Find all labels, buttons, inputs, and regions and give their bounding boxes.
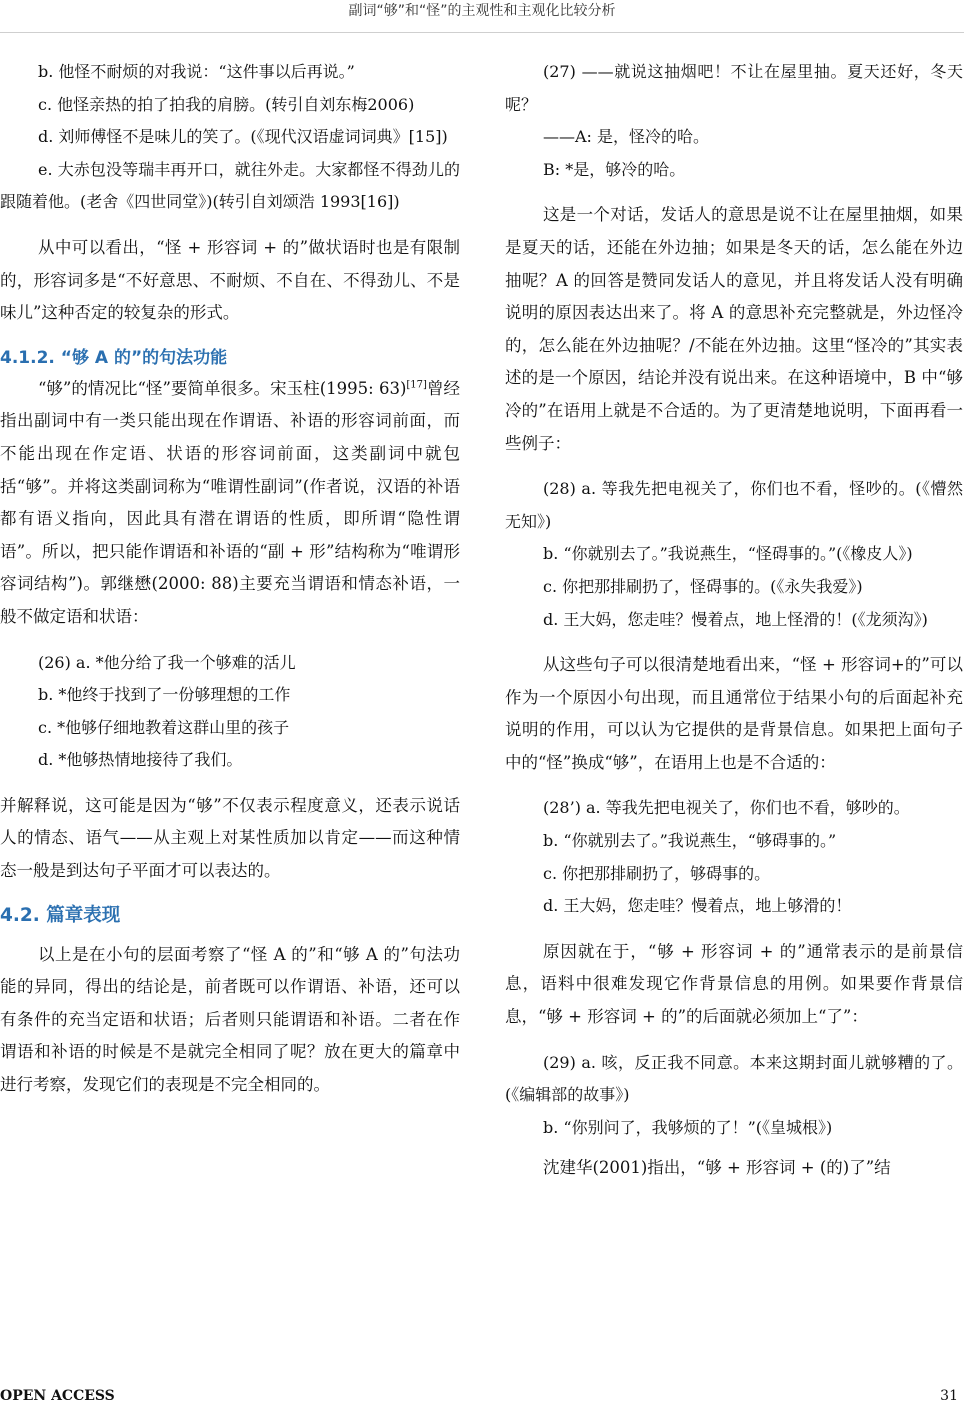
paragraph: 从中可以看出，“怪 + 形容词 + 的”做状语时也是有限制的，形容词多是“不好意思、不耐烦、不自在、不得劲儿、不是味儿”这种否定的较复杂的形式。 [0, 237, 460, 323]
example-28p-b: b. “你就别去了。”我说燕生，“够碍事的。” [543, 831, 837, 851]
example-28p-c: c. 你把那排刷扔了，够碍事的。 [543, 863, 771, 883]
example-25d: d. 刘师傅怪不是味儿的笑了。(《现代汉语虚词词典》[15]) [38, 127, 448, 147]
section-heading-4-2: 4.2. 篇章表现 [0, 904, 121, 926]
paragraph: 以上是在小句的层面考察了“怪 A 的”和“够 A 的”句法功能的异同，得出的结论是，前者既可以作谓语、补语，还可以有条件的充当定语和状语；后者则只能谓语和补语。二者在作谓语和补语的时候是不是就完全相同了呢？放在更大的篇章中进行考察，发现它们的表现是不完全相同的。 [0, 944, 460, 1095]
section-heading-4-1-2: 4.1.2. “够 A 的”的句法功能 [0, 347, 228, 368]
example-28p-d: d. 王大妈，您走哇？慢着点，地上够滑的！ [543, 896, 852, 916]
example-28a: (28) a. 等我先把电视关了，你们也不看，怪吵的。(《懵然无知》) [505, 479, 963, 531]
citation-ref: [17] [406, 379, 427, 391]
page-number: 31 [940, 1388, 958, 1404]
example-26c: c. *他够仔细地教着这群山里的孩子 [38, 717, 290, 737]
example-26d: d. *他够热情地接待了我们。 [38, 750, 243, 770]
paragraph: 这是一个对话，发话人的意思是说不让在屋里抽烟，如果是夏天的话，还能在外边抽；如果是冬天的话，怎么能在外边抽呢？A 的回答是赞同发话人的意见，并且将发话人没有明确说明的原因表达出来了。将 A 的意思补充完整就是，外边怪冷的，怎么能在外边抽呢？/不能在外边抽。这里“怪冷的”其实表述的是一个原因，结论并没有说出来。在这种语境中，B 中“够冷的”在语用上就是不合适的。为了更清楚地说明，下面再看一些例子： [505, 205, 963, 453]
example-25c: c. 他怪亲热的拍了拍我的肩膀。(转引自刘东梅2006) [38, 94, 415, 114]
example-28b: b. “你就别去了。”我说燕生，“怪碍事的。”(《橡皮人》) [543, 544, 913, 564]
example-29b: b. “你别问了，我够烦的了！”(《皇城根》) [543, 1117, 833, 1137]
example-28c: c. 你把那排刷扔了，怪碍事的。(《永失我爱》) [543, 576, 863, 596]
running-head: 副词“够”和“怪”的主观性和主观化比较分析 [0, 0, 964, 33]
right-column [505, 56, 963, 1185]
paragraph: 原因就在于，“够 + 形容词 + 的”通常表示的是前景信息，语料中很难发现它作背景信息的用例。如果要作背景信息，“够 + 形容词 + 的”的后面就必须加上“了”： [505, 941, 963, 1027]
open-access-label: OPEN ACCESS [0, 1388, 115, 1404]
example-27a: ——A: 是，怪冷的哈。 [543, 127, 710, 147]
example-27b: B: *是，够冷的哈。 [543, 159, 686, 179]
example-28d: d. 王大妈，您走哇？慢着点，地上怪滑的！(《龙须沟》) [543, 609, 928, 629]
paragraph: 并解释说，这可能是因为“够”不仅表示程度意义，还表示说话人的情态、语气——从主观上对某性质加以肯定——而这种情态一般是到达句子平面才可以表达的。 [0, 795, 460, 881]
example-25b: b. 他怪不耐烦的对我说：“这件事以后再说。” [38, 62, 355, 81]
example-26b: b. *他终于找到了一份够理想的工作 [38, 685, 291, 705]
example-27: (27) ——就说这抽烟吧！不让在屋里抽。夏天还好，冬天呢？ [505, 62, 963, 114]
paragraph: 沈建华(2001)指出，“够 + 形容词 + (的)了”结 [542, 1158, 891, 1178]
example-28p-a: (28’) a. 等我先把电视关了，你们也不看，够吵的。 [543, 798, 910, 818]
example-26a: (26) a. *他分给了我一个够难的活儿 [38, 652, 296, 672]
example-25e: e. 大赤包没等瑞丰再开口，就往外走。大家都怪不得劲儿的跟随着他。(老舍《四世同堂》)(转引自刘颂浩 1993[16]) [0, 159, 460, 212]
example-29a: (29) a. 咳，反正我不同意。本来这期封面儿就够糟的了。(《编辑部的故事》) [505, 1052, 963, 1105]
paragraph: “够”的情况比“怪”要简单很多。宋玉柱(1995: 63)[17]曾经指出副词中有一类只能出现在作谓语、补语的形容词前面，而不能出现在作定语、状语的形容词前面，这类副词中就包括“够”。并将这类副词称为“唯谓性副词”(作者说，汉语的补语都有语义指向，因此具有潜在谓语的性质，即所谓“隐性谓语”。所以，把只能作谓语和补语的“副 + 形”结构称为“唯谓形容词结构”)。郭继懋(2000: 88)主要充当谓语和情态补语，一般不做定语和状语： [0, 378, 460, 626]
left-column [0, 56, 460, 1102]
paragraph: 从这些句子可以很清楚地看出来，“怪 + 形容词+的”可以作为一个原因小句出现，而且通常位于结果小句的后面起补充说明的作用，可以认为它提供的是背景信息。如果把上面句子中的“怪”换成“够”，在语用上也是不合适的： [505, 655, 963, 772]
